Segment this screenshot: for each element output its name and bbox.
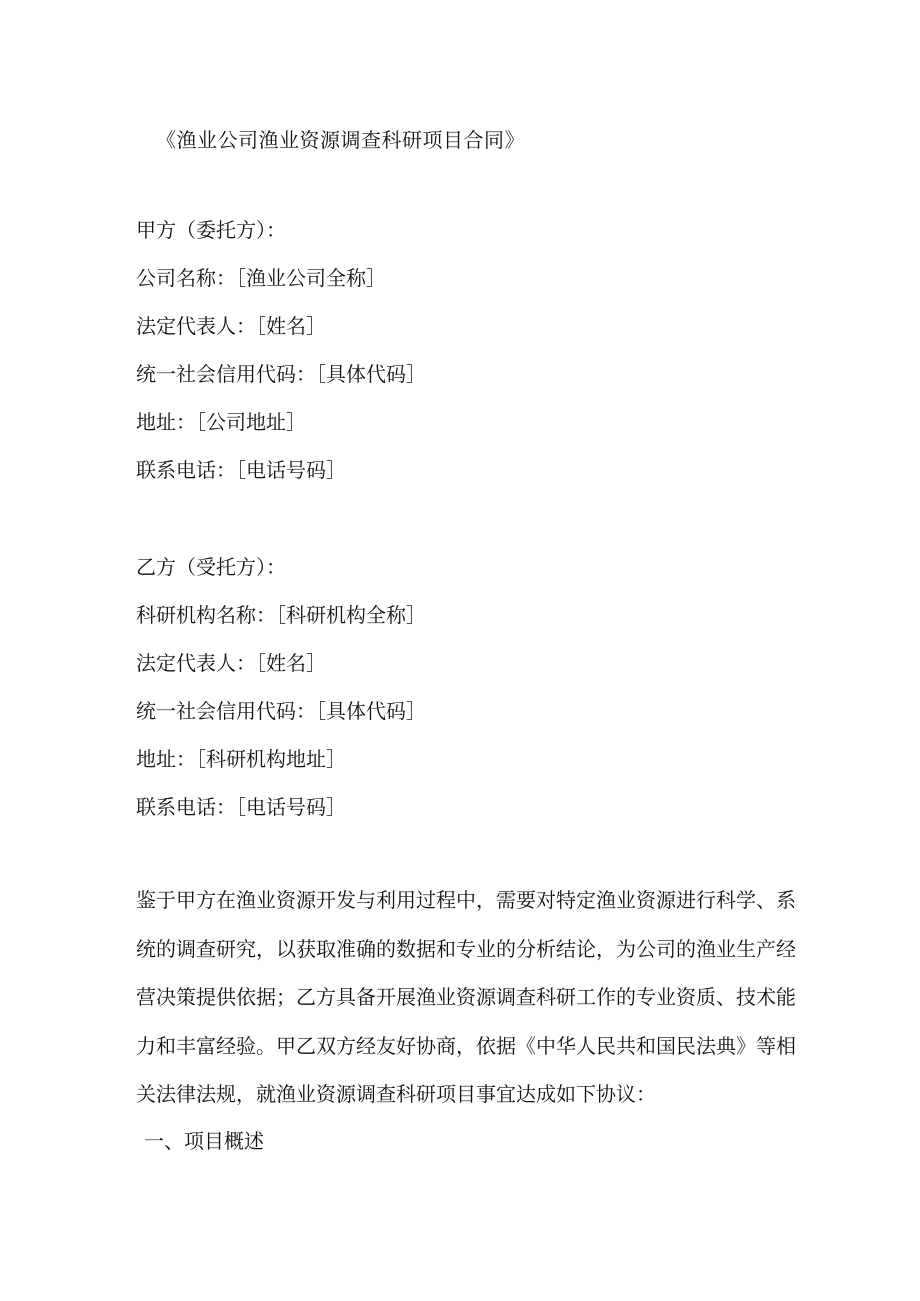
party-b-phone: 联系电话：［电话号码］ [136, 795, 346, 819]
party-a-phone: 联系电话：［电话号码］ [136, 458, 346, 482]
contract-title: 《渔业公司渔业资源调查科研项目合同》 [156, 128, 525, 152]
party-a-heading: 甲方（委托方）： [136, 218, 286, 242]
party-b-heading: 乙方（受托方）： [136, 555, 286, 579]
party-a-company-name: 公司名称：［渔业公司全称］ [136, 266, 386, 290]
party-b-legal-rep: 法定代表人：［姓名］ [136, 651, 326, 675]
party-b-credit-code: 统一社会信用代码：［具体代码］ [136, 699, 426, 723]
preamble-paragraph: 鉴于甲方在渔业资源开发与利用过程中，需要对特定渔业资源进行科学、系统的调查研究，以获取准确的数据和专业的分析结论，为公司的渔业生产经营决策提供依据；乙方具备开展渔业资源调查科研工作的专业资质、技术能力和丰富经验。甲乙双方经友好协商，依据《中华人民共和国民法典》等相关法律法规，就渔业资源调查科研项目事宜达成如下协议： [136, 888, 796, 1106]
party-a-address: 地址：［公司地址］ [136, 410, 306, 434]
party-b-address: 地址：［科研机构地址］ [136, 747, 346, 771]
party-b-institution-name: 科研机构名称：［科研机构全称］ [136, 603, 426, 627]
party-a-legal-rep: 法定代表人：［姓名］ [136, 314, 326, 338]
section-heading-project-overview: 一、项目概述 [144, 1129, 264, 1153]
party-a-credit-code: 统一社会信用代码：［具体代码］ [136, 362, 426, 386]
